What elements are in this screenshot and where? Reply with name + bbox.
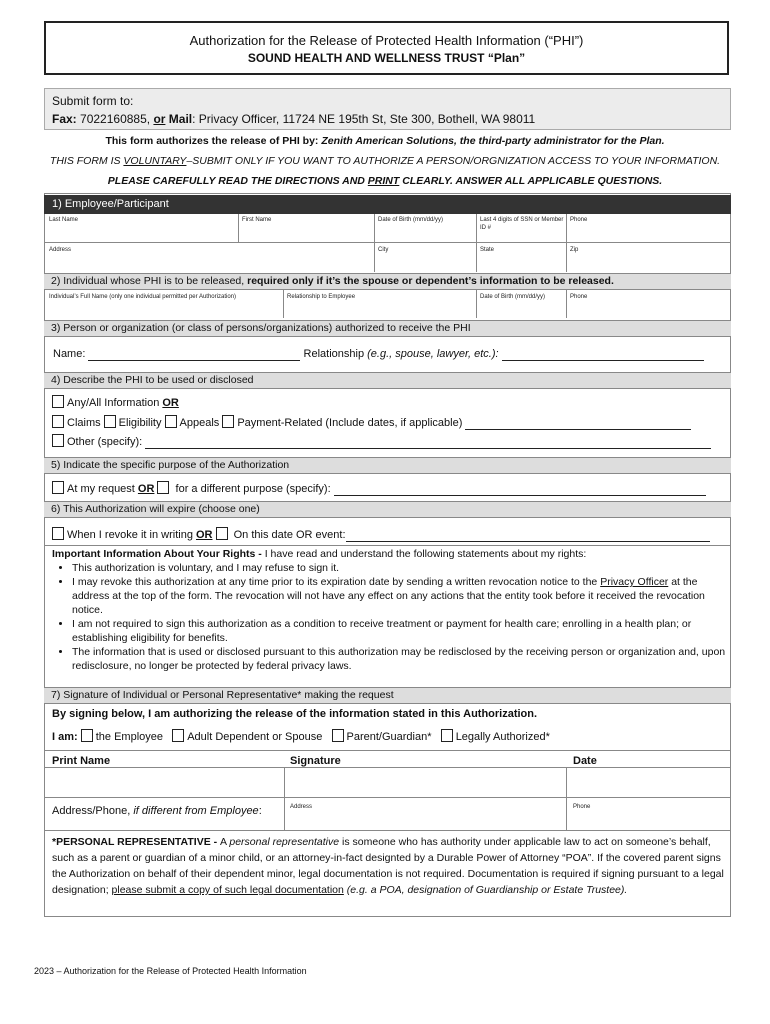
rep-c: is someone who has authority under applicable law to act on someone’s behalf, such as a parent or guardian of a minor child, or an attorney-in-fact designted by a Durable Power of Attorney “POA”. If the covered parent signs the Authorization on behalf of their dependent minor, legal documentation is not required. Documentation is required if signing pursuant to a legal designation; (52, 836, 724, 896)
revoke-label: When I revoke it in writing (67, 529, 196, 541)
print-name-input[interactable] (45, 768, 283, 797)
purpose-row (52, 481, 706, 496)
submit-info-box (44, 88, 731, 130)
or-text: OR (162, 397, 179, 409)
intro-2b: VOLUNTARY (123, 155, 187, 167)
divider (566, 214, 567, 272)
section-6-header: 6) This Authorization will expire (choose one) (44, 501, 731, 518)
footer: 2023 – Authorization for the Release of Protected Health Information (34, 966, 307, 976)
zip-field[interactable]: Zip (570, 247, 579, 253)
or-text: or (153, 112, 166, 126)
date-label: Date (573, 755, 597, 767)
eligibility-label: Eligibility (118, 417, 165, 429)
sec2-title-b: required only if it’s the spouse or dependent’s information to be released. (247, 275, 614, 287)
rights-b2a: I may revoke this authorization at any time prior to its expiration date by sending a written revocation notice to the (72, 576, 601, 588)
different-purpose-label: for a different purpose (specify): (172, 483, 334, 495)
or-text: OR (196, 529, 213, 541)
section-3-header: 3) Person or organization (or class of persons/organizations) authorized to receive the PHI (44, 320, 731, 337)
rep-phone-field[interactable]: Phone (573, 804, 591, 810)
divider (566, 290, 567, 318)
relationship-label: Relationship (300, 348, 368, 360)
date-event-checkbox[interactable] (216, 527, 228, 540)
divider (44, 242, 731, 243)
rights-intro-text: I have read and understand the following statements about my rights: (264, 548, 587, 560)
other-specify-input[interactable] (145, 437, 711, 449)
divider (44, 750, 731, 751)
rights-heading: Important Information About Your Rights - (52, 548, 265, 560)
mail-value: : Privacy Officer, 11724 NE 195th St, Ste 300, Bothell, WA 98011 (192, 112, 536, 126)
last-name-field[interactable]: Last Name (49, 217, 79, 223)
or-text: OR (137, 483, 155, 495)
fax-value: 7022160885, (76, 112, 154, 126)
adult-dependent-checkbox[interactable] (172, 729, 184, 742)
name-label: Name: (53, 348, 89, 360)
signature-input[interactable] (285, 768, 565, 797)
divider (238, 214, 239, 242)
intro-line-3 (0, 175, 770, 187)
form-subtitle: SOUND HEALTH AND WELLNESS TRUST “Plan” (247, 51, 526, 65)
divider (566, 767, 567, 830)
rep-d: please submit a copy of such legal documentation (111, 884, 344, 896)
address-phone-label (52, 804, 262, 818)
relationship-field[interactable]: Relationship to Employee (287, 294, 356, 300)
i-am-row (52, 729, 550, 744)
intro-1a: This form authorizes the release of PHI by: (105, 135, 322, 147)
different-purpose-checkbox[interactable] (157, 481, 169, 494)
date-event-label: On this date OR event: (230, 529, 346, 541)
recipient-relationship-input[interactable] (502, 349, 704, 361)
divider (284, 767, 285, 830)
individual-dob-field[interactable]: Date of Birth (mm/dd/yy) (480, 294, 546, 300)
any-all-label: Any/All Information (67, 397, 163, 409)
rights-b2b: at the address at the top of the form. The revocation will not have any effect on any actions that the entity took before it received the revocation notice. (72, 576, 705, 616)
rep-b: personal representative (229, 836, 340, 848)
payment-checkbox[interactable] (222, 415, 234, 428)
eligibility-checkbox[interactable] (104, 415, 116, 428)
parent-guardian-checkbox[interactable] (332, 729, 344, 742)
intro-3a: PLEASE CAREFULLY READ THE DIRECTIONS AND (107, 175, 368, 187)
recipient-name-input[interactable] (88, 349, 300, 361)
date-input[interactable] (567, 768, 729, 797)
address-field[interactable]: Address (49, 247, 72, 253)
intro-line-2 (0, 155, 770, 167)
rep-e: (e.g. a POA, designation of Guardianship or Estate Trustee). (343, 884, 628, 896)
my-request-checkbox[interactable] (52, 481, 64, 494)
first-name-field[interactable]: First Name (242, 217, 272, 223)
my-request-label: At my request (67, 483, 138, 495)
dob-field[interactable]: Date of Birth (mm/dd/yy) (378, 217, 444, 223)
sign-statement: By signing below, I am authorizing the release of the information stated in this Authorization. (52, 708, 538, 720)
rights-section (52, 547, 727, 673)
other-label: Other (specify): (67, 436, 146, 448)
addr-phone-b: if different from Employee (133, 805, 259, 817)
other-checkbox[interactable] (52, 434, 64, 447)
i-am-label: I am: (52, 731, 78, 743)
parent-guardian-label: Parent/Guardian* (346, 731, 432, 743)
section-2-header (44, 273, 731, 290)
section-7-header: 7) Signature of Individual or Personal Representative* making the request (44, 687, 731, 704)
legally-authorized-label: Legally Authorized* (455, 731, 550, 743)
privacy-officer-link[interactable]: Privacy Officer (600, 576, 669, 588)
intro-3c: CLEARLY. ANSWER ALL APPLICABLE QUESTIONS. (399, 175, 663, 187)
rights-bullet: • I am not required to sign this authorization as a condition to receive treatment or payment for health care; enrolling in a health plan; or establishing eligibility for benefits. (72, 617, 727, 645)
phone-field[interactable]: Phone (570, 217, 588, 223)
section-1-header: 1) Employee/Participant (44, 195, 731, 214)
individual-name-field[interactable]: Individual’s Full Name (only one individual permitted per Authorization) (49, 294, 236, 300)
city-field[interactable]: City (378, 247, 389, 253)
intro-2a: THIS FORM IS (49, 155, 124, 167)
other-row (52, 434, 711, 449)
individual-phone-field[interactable]: Phone (570, 294, 588, 300)
sec2-title-a: 2) Individual whose PHI is to be released, (51, 275, 248, 287)
rights-bullet (72, 575, 727, 617)
phi-types-row (52, 415, 691, 430)
divider (44, 545, 731, 546)
mail-label: Mail (165, 112, 193, 126)
section-5-header: 5) Indicate the specific purpose of the Authorization (44, 457, 731, 474)
claims-checkbox[interactable] (52, 415, 64, 428)
intro-line-1 (0, 135, 770, 147)
employee-checkbox[interactable] (81, 729, 93, 742)
sec3-row (53, 347, 704, 361)
claims-label: Claims (67, 417, 104, 429)
any-all-checkbox[interactable] (52, 395, 64, 408)
section-4-header: 4) Describe the PHI to be used or disclosed (44, 372, 731, 389)
divider (374, 214, 375, 272)
appeals-label: Appeals (179, 417, 223, 429)
form-title: Authorization for the Release of Protected Health Information (“PHI”) (189, 33, 584, 48)
rep-heading: *PERSONAL REPRESENTATIVE - (52, 836, 221, 848)
rights-bullet: • This authorization is voluntary, and I may refuse to sign it. (72, 561, 727, 575)
appeals-checkbox[interactable] (165, 415, 177, 428)
purpose-specify-input[interactable] (334, 484, 706, 496)
divider (44, 767, 731, 768)
rights-intro (52, 547, 727, 561)
employee-label: the Employee (95, 731, 164, 743)
submit-label: Submit form to: (52, 94, 134, 108)
any-all-row (52, 395, 179, 410)
addr-phone-a: Address/Phone, (52, 805, 134, 817)
relationship-hint: (e.g., spouse, lawyer, etc.): (367, 348, 502, 360)
revoke-checkbox[interactable] (52, 527, 64, 540)
divider (476, 290, 477, 318)
ssn-field[interactable]: Last 4 digits of SSN or Member ID # (480, 217, 564, 231)
adult-dependent-label: Adult Dependent or Spouse (187, 731, 323, 743)
intro-3b: PRINT (367, 175, 400, 187)
form-title-box (44, 21, 729, 75)
intro-1b: Zenith American Solutions, the third-party administrator for the Plan. (321, 135, 665, 147)
submit-details (52, 110, 723, 128)
rep-a: A (220, 836, 230, 848)
legally-authorized-checkbox[interactable] (441, 729, 453, 742)
print-name-label: Print Name (52, 755, 111, 767)
rights-bullet: • The information that is used or disclosed pursuant to this authorization may be redisclosed by the receiving person or organization and, upon redisclosure, no longer be protected by federal privacy laws. (72, 645, 727, 673)
divider (283, 290, 284, 318)
personal-rep-note (52, 834, 728, 898)
signature-label: Signature (290, 755, 341, 767)
intro-2c: –SUBMIT ONLY IF YOU WANT TO AUTHORIZE A PERSON/ORGNIZATION ACCESS TO YOUR INFORMATION. (186, 155, 721, 167)
state-field[interactable]: State (480, 247, 495, 253)
rep-address-field[interactable]: Address (290, 804, 313, 810)
payment-label: Payment-Related (Include dates, if applicable) (237, 417, 466, 429)
divider (476, 214, 477, 272)
divider (44, 830, 731, 831)
date-event-input[interactable] (346, 530, 710, 542)
divider (44, 797, 731, 798)
addr-phone-c: : (258, 805, 262, 817)
payment-dates-input[interactable] (465, 418, 691, 430)
fax-label: Fax: (52, 112, 77, 126)
expire-row (52, 527, 710, 542)
